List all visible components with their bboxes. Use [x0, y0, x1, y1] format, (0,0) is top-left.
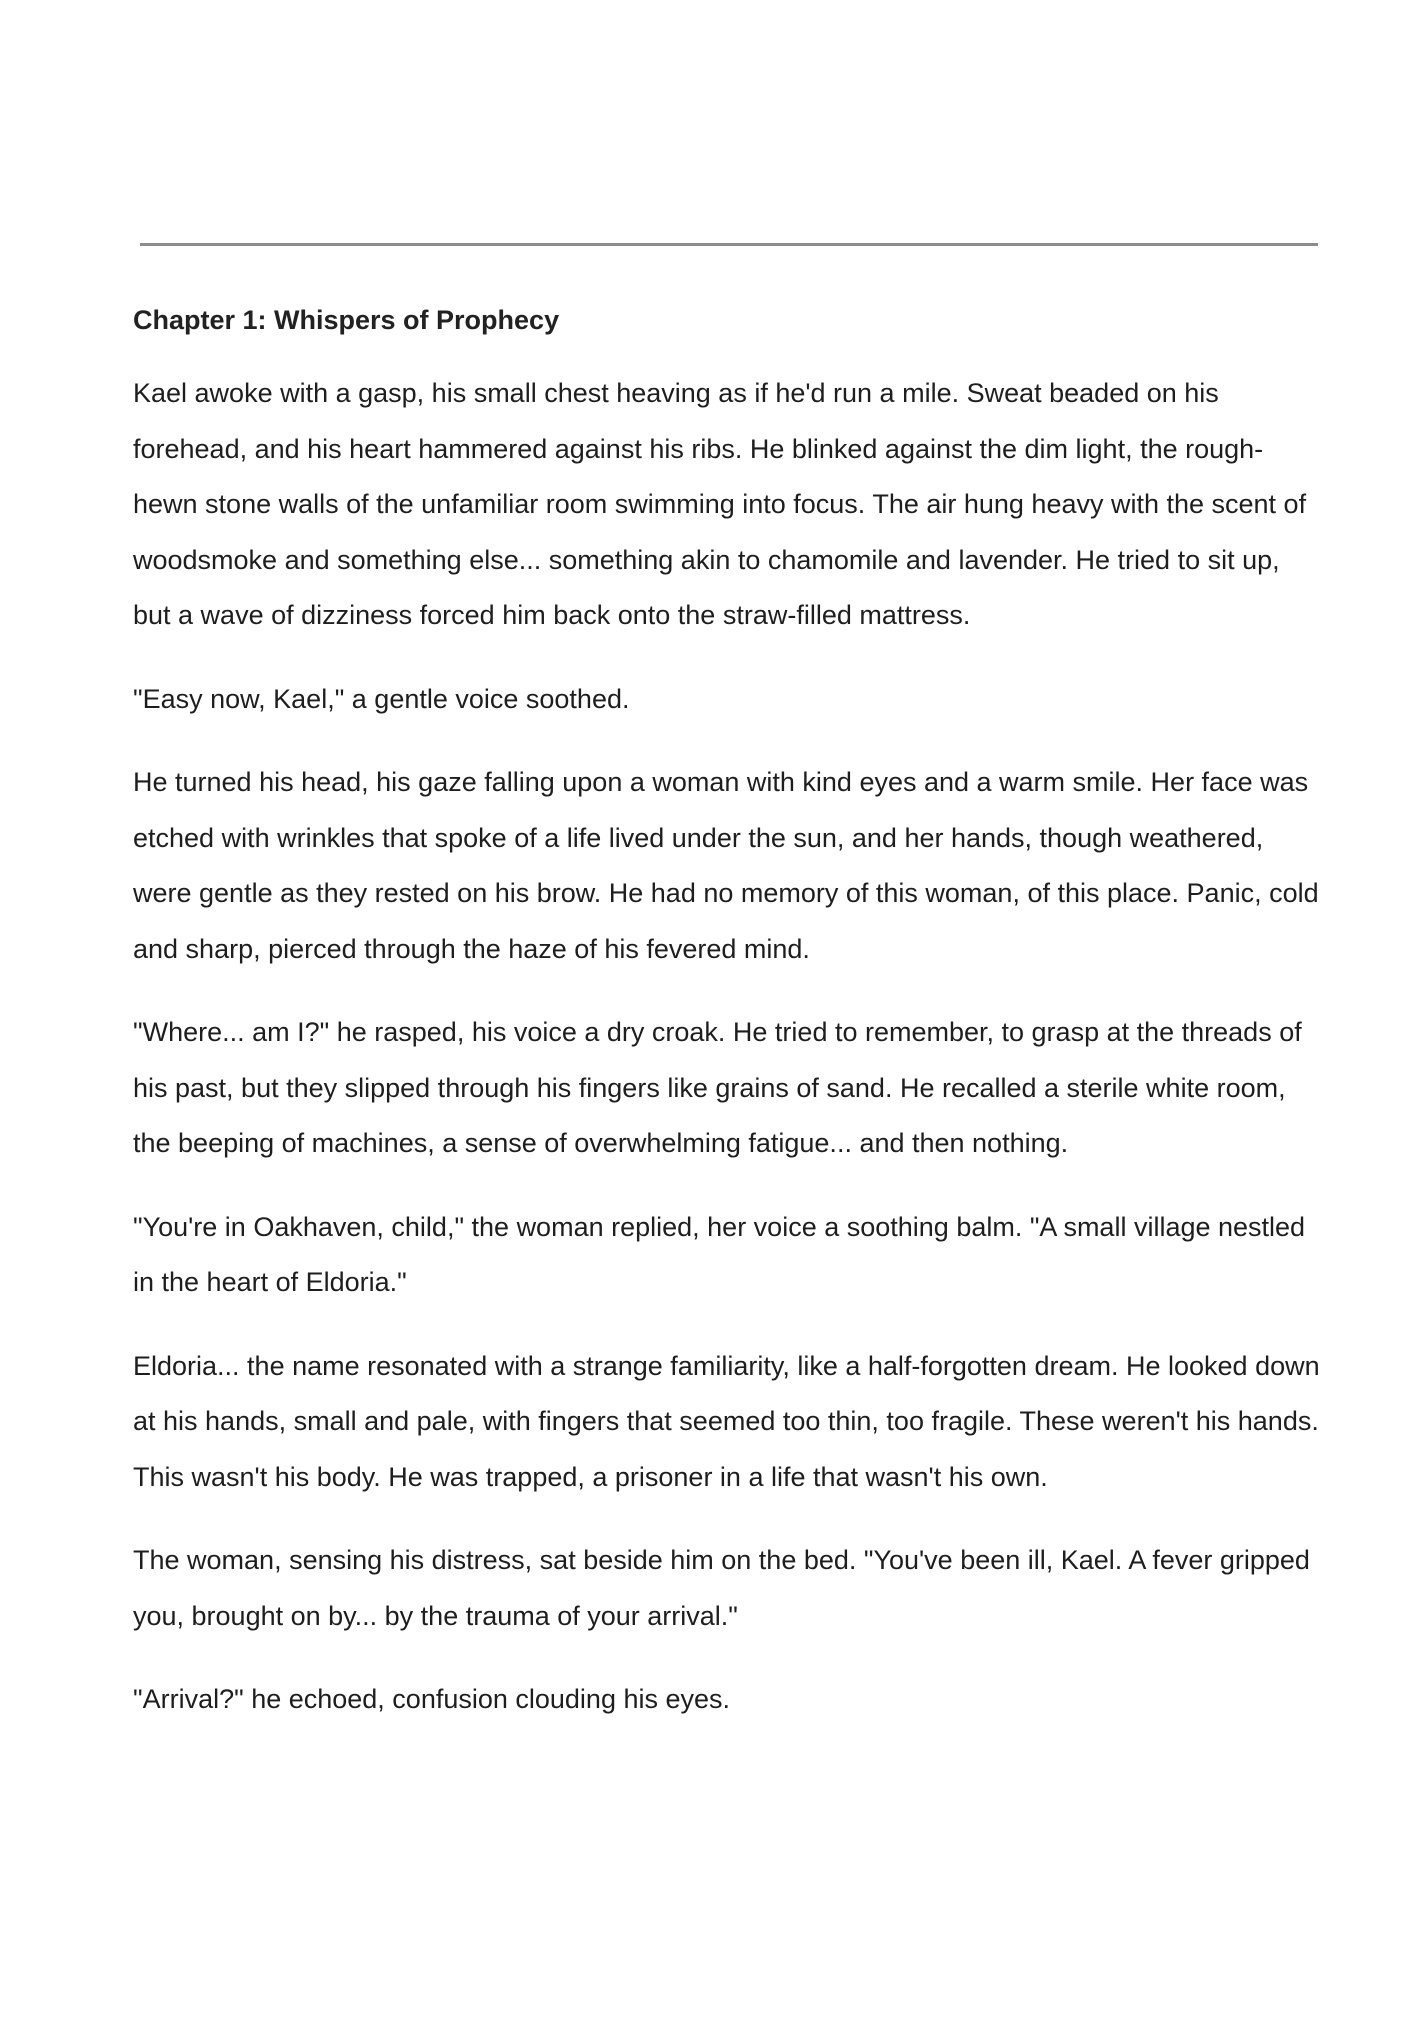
chapter-title: Chapter 1: Whispers of Prophecy	[133, 305, 560, 335]
paragraph: "You're in Oakhaven, child," the woman replied, her voice a soothing balm. "A small village nestled in the heart of Eldoria."	[133, 1211, 1306, 1297]
paragraph: The woman, sensing his distress, sat beside him on the bed. "You've been ill, Kael. A fever gripped you, brought on by... by the trauma of your arrival."	[133, 1545, 1310, 1631]
paragraph: "Where... am I?" he rasped, his voice a dry croak. He tried to remember, to grasp at the threads of his past, but they slipped through his fingers like grains of sand. He recalled a sterile white room, the beeping of machines, a sense of overwhelming fatigue... and then nothing.	[133, 1017, 1302, 1158]
horizontal-rule	[140, 243, 1318, 246]
paragraph: Eldoria... the name resonated with a strange familiarity, like a half-forgotten dream. He looked down at his hands, small and pale, with fingers that seemed too thin, too fragile. These weren't his hands. This wasn't his body. He was trapped, a prisoner in a life that wasn't his own.	[133, 1350, 1320, 1492]
paragraph: Kael awoke with a gasp, his small chest heaving as if he'd run a mile. Sweat beaded on his forehead, and his heart hammered against his ribs. He blinked against the dim light, the rough-hewn stone walls of the unfamiliar room swimming into focus. The air hung heavy with the scent of woodsmoke and something else... something akin to chamomile and lavender. He tried to sit up, but a wave of dizziness forced him back onto the straw-filled mattress.	[133, 378, 1307, 630]
paragraph: "Arrival?" he echoed, confusion clouding his eyes.	[133, 1684, 731, 1714]
paragraph: "Easy now, Kael," a gentle voice soothed.	[133, 683, 630, 714]
paragraph: He turned his head, his gaze falling upon a woman with kind eyes and a warm smile. Her face was etched with wrinkles that spoke of a life lived under the sun, and her hands, though weathered, were gentle as they rested on his brow. He had no memory of this woman, of this place. Panic, cold and sharp, pierced through the haze of his fevered mind.	[133, 767, 1319, 964]
document-body	[133, 300, 1323, 1728]
